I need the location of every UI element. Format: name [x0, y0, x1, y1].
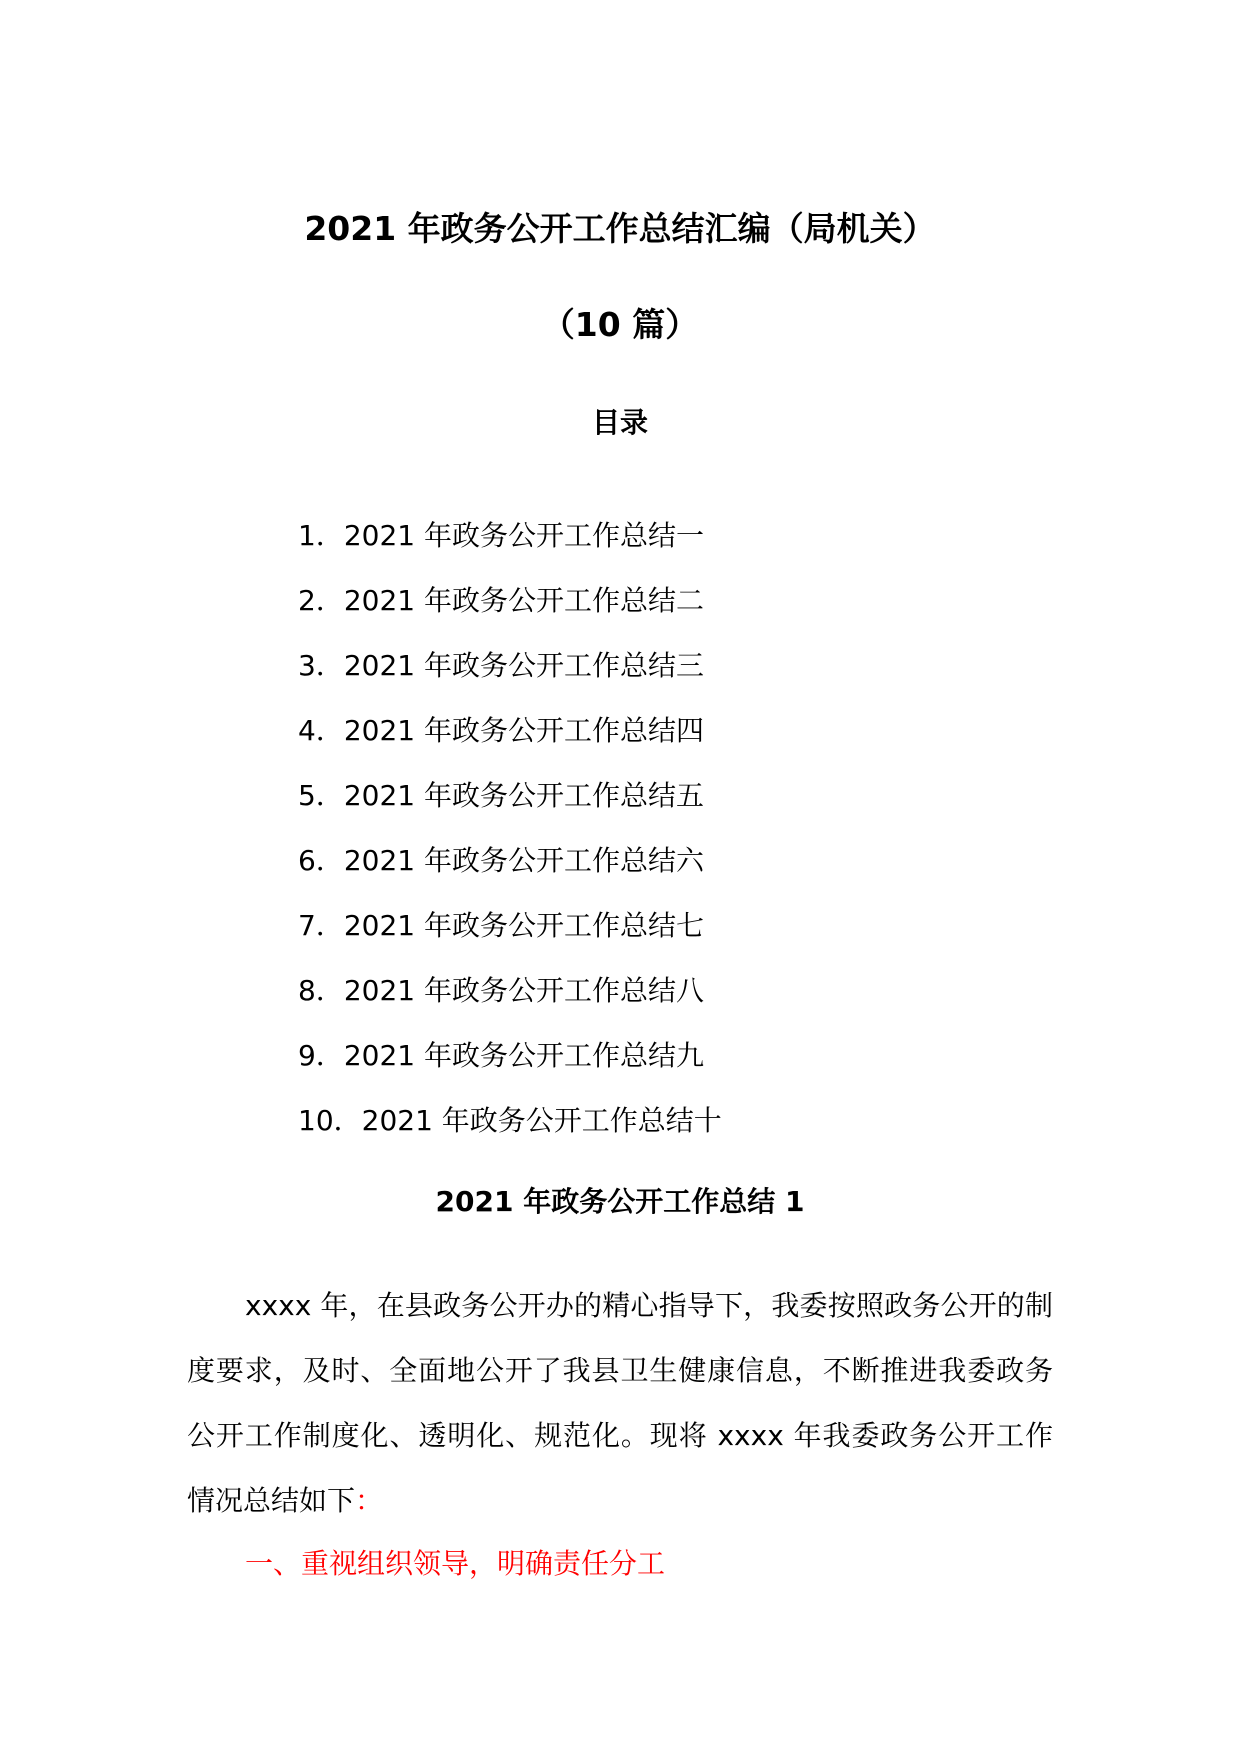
- document-title: 2021 年政务公开工作总结汇编（局机关）: [304, 209, 936, 248]
- toc-item-7[interactable]: 7．2021 年政务公开工作总结七: [298, 909, 704, 942]
- table-of-contents: [298, 503, 722, 1153]
- section-subheading: 一、重视组织领导，明确责任分工: [245, 1547, 666, 1580]
- document-subtitle: （10 篇）: [541, 305, 699, 344]
- section-title: 2021 年政务公开工作总结 1: [435, 1185, 805, 1218]
- toc-item-4[interactable]: 4．2021 年政务公开工作总结四: [298, 714, 704, 747]
- toc-item-6[interactable]: 6．2021 年政务公开工作总结六: [298, 844, 704, 877]
- toc-item-8[interactable]: 8．2021 年政务公开工作总结八: [298, 974, 704, 1007]
- toc-item-1[interactable]: 1．2021 年政务公开工作总结一: [298, 519, 704, 552]
- toc-item-9[interactable]: 9．2021 年政务公开工作总结九: [298, 1039, 704, 1072]
- toc-item-3[interactable]: 3．2021 年政务公开工作总结三: [298, 649, 704, 682]
- toc-item-5[interactable]: 5．2021 年政务公开工作总结五: [298, 779, 704, 812]
- body-paragraph-text: xxxx 年，在县政务公开办的精心指导下，我委按照政务公开的制度要求，及时、全面地公开了我县卫生健康信息，不断推进我委政务公开工作制度化、透明化、规范化。现将 xxxx 年我委政务公开工作情况总结如下: [187, 1289, 1053, 1517]
- body-paragraph: [187, 1273, 1053, 1533]
- toc-heading: 目录: [591, 406, 648, 439]
- body-paragraph-colon: ：: [355, 1484, 384, 1517]
- toc-item-10[interactable]: 10．2021 年政务公开工作总结十: [298, 1104, 722, 1137]
- toc-item-2[interactable]: 2．2021 年政务公开工作总结二: [298, 584, 704, 617]
